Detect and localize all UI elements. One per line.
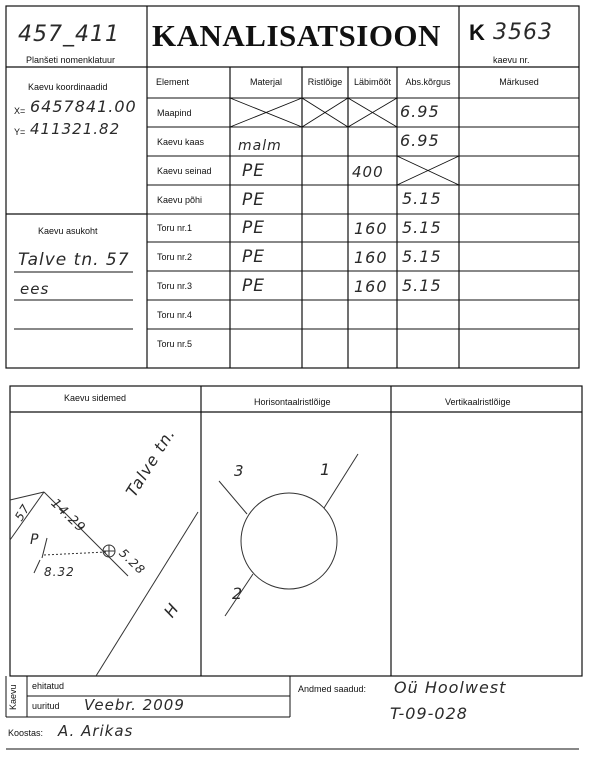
- coords-y-value: 411321.82: [30, 120, 121, 138]
- sketch-street-label: Talve tn.: [122, 424, 180, 501]
- sketch-distance-3: 8.32: [44, 565, 75, 579]
- row-element-toru-5: Toru nr.5: [157, 339, 193, 349]
- row-element-toru-1: Toru nr.1: [157, 223, 193, 233]
- panel-header-horisontaal: Horisontaalristlõige: [254, 397, 331, 407]
- cell-abs-toru-3: 5.15: [402, 276, 442, 295]
- col-header-labimoot: Läbimõõt: [353, 77, 392, 87]
- page-title: KANALISATSIOON: [152, 18, 441, 53]
- col-header-ristloige: Ristlõige: [307, 77, 343, 87]
- pipe-label-1: 1: [320, 460, 332, 479]
- location-label: Kaevu asukoht: [38, 226, 98, 236]
- cell-labimoot-toru-1: 160: [354, 219, 388, 238]
- cell-materjal-toru-3: PE: [242, 276, 265, 296]
- row-element-toru-3: Toru nr.3: [157, 281, 193, 291]
- coords-label: Kaevu koordinaadid: [28, 82, 108, 92]
- footer-koostas-label: Koostas:: [8, 728, 44, 738]
- row-element-toru-2: Toru nr.2: [157, 252, 193, 262]
- footer-andmed-label: Andmed saadud:: [298, 684, 367, 694]
- coords-x-value: 6457841.00: [30, 97, 137, 116]
- row-element-kaevu-kaas: Kaevu kaas: [157, 137, 205, 147]
- cell-materjal-toru-1: PE: [242, 218, 265, 238]
- coords-x-prefix: X=: [14, 106, 26, 116]
- nomenclature-label: Planšeti nomenklatuur: [26, 55, 116, 65]
- cell-materjal-kaevu-pohi: PE: [242, 190, 265, 210]
- cell-materjal-toru-2: PE: [242, 247, 265, 267]
- footer-andmed-value1: Oü Hoolwest: [394, 678, 507, 697]
- col-header-materjal: Materjal: [249, 77, 282, 87]
- footer-uuritud-label: uuritud: [32, 701, 60, 711]
- footer-side-label: Kaevu: [8, 684, 18, 710]
- location-line2: ees: [20, 280, 50, 298]
- cell-abs-maapind: 6.95: [400, 102, 440, 121]
- col-header-abs: Abs.kõrgus: [405, 77, 451, 87]
- cell-labimoot-toru-2: 160: [354, 248, 388, 267]
- col-header-markused: Märkused: [499, 77, 539, 87]
- footer-andmed-value2: T-09-028: [390, 704, 468, 723]
- sketch-distance-1: 14.29: [47, 496, 89, 537]
- cell-materjal-kaevu-kaas: malm: [238, 138, 282, 154]
- well-prefix: K: [469, 20, 485, 45]
- nomenclature-handwritten: 457_411: [18, 22, 120, 47]
- footer-uuritud-value: Veebr. 2009: [84, 696, 185, 714]
- cell-labimoot-kaevu-seinad: 400: [352, 163, 384, 181]
- sketch-distance-2: 5.28: [116, 546, 149, 578]
- well-number-label: kaevu nr.: [493, 55, 530, 65]
- sketch-plot-number: 57: [12, 501, 34, 524]
- footer-koostas-value: A. Arikas: [58, 722, 134, 740]
- panel-header-sidemed: Kaevu sidemed: [64, 393, 127, 403]
- footer-ehitatud-label: ehitatud: [32, 681, 65, 691]
- cell-abs-kaevu-kaas: 6.95: [400, 131, 440, 150]
- cell-abs-kaevu-pohi: 5.15: [402, 189, 442, 208]
- sketch-letter-h: H: [160, 599, 184, 621]
- row-element-maapind: Maapind: [157, 108, 192, 118]
- col-header-element: Element: [156, 77, 190, 87]
- pipe-label-2: 2: [232, 584, 244, 603]
- row-element-kaevu-pohi: Kaevu põhi: [157, 195, 203, 205]
- pipe-label-3: 3: [234, 462, 245, 480]
- location-line1: Talve tn. 57: [18, 250, 130, 270]
- coords-y-prefix: Y=: [14, 127, 26, 137]
- sketch-point-label: P: [30, 532, 40, 548]
- panel-header-vertikaal: Vertikaalristlõige: [445, 397, 511, 407]
- cell-abs-toru-2: 5.15: [402, 247, 442, 266]
- row-element-kaevu-seinad: Kaevu seinad: [157, 166, 212, 176]
- row-element-toru-4: Toru nr.4: [157, 310, 193, 320]
- cell-materjal-kaevu-seinad: PE: [242, 161, 265, 181]
- well-number-handwritten: 3563: [493, 20, 553, 45]
- cell-labimoot-toru-3: 160: [354, 277, 388, 296]
- cell-abs-toru-1: 5.15: [402, 218, 442, 237]
